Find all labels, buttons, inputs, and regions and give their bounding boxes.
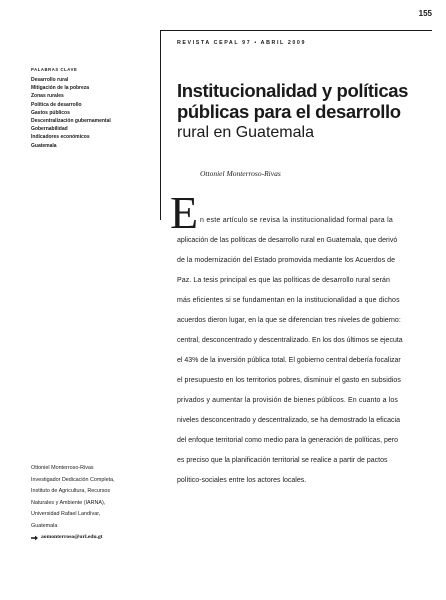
abstract-line: el 43% de la inversión pública total. El gobierno central debería focalizar — [177, 357, 401, 364]
keywords-list — [31, 76, 156, 150]
abstract-line: de la modernización del Estado promovida mediante los Acuerdos de — [177, 257, 396, 264]
abstract-line: niveles desconcentrado y descentralizado, se ha demostrado la eficacia — [177, 417, 400, 424]
abstract-line: el presupuesto en los territorios pobres, disminuir el gasto en subsidios — [177, 377, 401, 384]
column-rule — [160, 30, 161, 220]
running-header: REVISTA CEPAL 97 • ABRIL 2009 — [177, 40, 307, 46]
page-number: 155 — [418, 9, 432, 18]
article-title — [177, 80, 408, 122]
keyword-item: Zonas rurales — [31, 93, 64, 100]
drop-cap: E — [170, 187, 199, 238]
abstract-line: central, desconcentrado y descentralizado. En los dos últimos se ejecuta — [177, 337, 403, 344]
title-line-1: Institucionalidad y políticas — [177, 80, 408, 101]
keyword-item: Gastos públicos — [31, 109, 70, 116]
abstract-line: político-sociales entre los actores locales. — [177, 477, 307, 484]
affiliation-line: Naturales y Ambiente (IARNA), — [31, 499, 106, 506]
keyword-item: Indicadores económicos — [31, 134, 90, 141]
affiliation-line: Instituto de Agricultura, Recursos — [31, 488, 111, 494]
keyword-item: Descentralización gubernamental — [31, 118, 111, 125]
title-line-2: públicas para el desarrollo — [177, 101, 401, 122]
abstract-line: privados y aumentar la provisión de bienes públicos. En cuanto a los — [177, 397, 399, 404]
author-email[interactable]: aomonterroso@url.edu.gt — [41, 534, 103, 540]
affiliation-line: Universidad Rafael Landívar, — [31, 511, 101, 517]
keyword-item: Política de desarrollo — [31, 101, 82, 108]
affiliation-line: Guatemala — [31, 522, 58, 529]
article-subtitle: rural en Guatemala — [177, 124, 314, 141]
abstract-line: Paz. La tesis principal es que las políticas de desarrollo rural serán — [177, 277, 390, 284]
affiliation-line: Investigador Dedicación Completa, — [31, 476, 115, 483]
keyword-item: Guatemala — [31, 142, 57, 149]
email-row — [31, 532, 161, 544]
abstract-line: acuerdos dieron lugar, en la que se diferencian tres niveles de gobierno: — [177, 317, 401, 324]
abstract-line: es preciso que la planificación territorial se realice a partir de pactos — [177, 457, 388, 464]
article-author: Ottoniel Monterroso-Rivas — [200, 169, 281, 178]
keywords-box — [31, 67, 156, 150]
abstract-line: más eficientes si se fundamentan en la institucionalidad a que dichos — [177, 297, 400, 304]
keywords-heading: PALABRAS CLAVE — [31, 67, 78, 72]
abstract-line: n este artículo se revisa la institucionalidad formal para la — [200, 217, 394, 224]
keyword-item: Gobernabilidad — [31, 126, 68, 133]
header-rule — [160, 30, 432, 31]
author-affiliation — [31, 463, 161, 544]
abstract-line: aplicación de las políticas de desarrollo rural en Guatemala, que derivó — [177, 237, 398, 244]
arrow-right-icon — [31, 535, 38, 541]
keyword-item: Desarrollo rural — [31, 77, 69, 83]
affiliation-line: Ottoniel Monterroso-Rivas — [31, 465, 94, 471]
keyword-item: Mitigación de la pobreza — [31, 85, 90, 92]
abstract-line: del enfoque territorial como medio para la generación de políticas, pero — [177, 437, 399, 444]
